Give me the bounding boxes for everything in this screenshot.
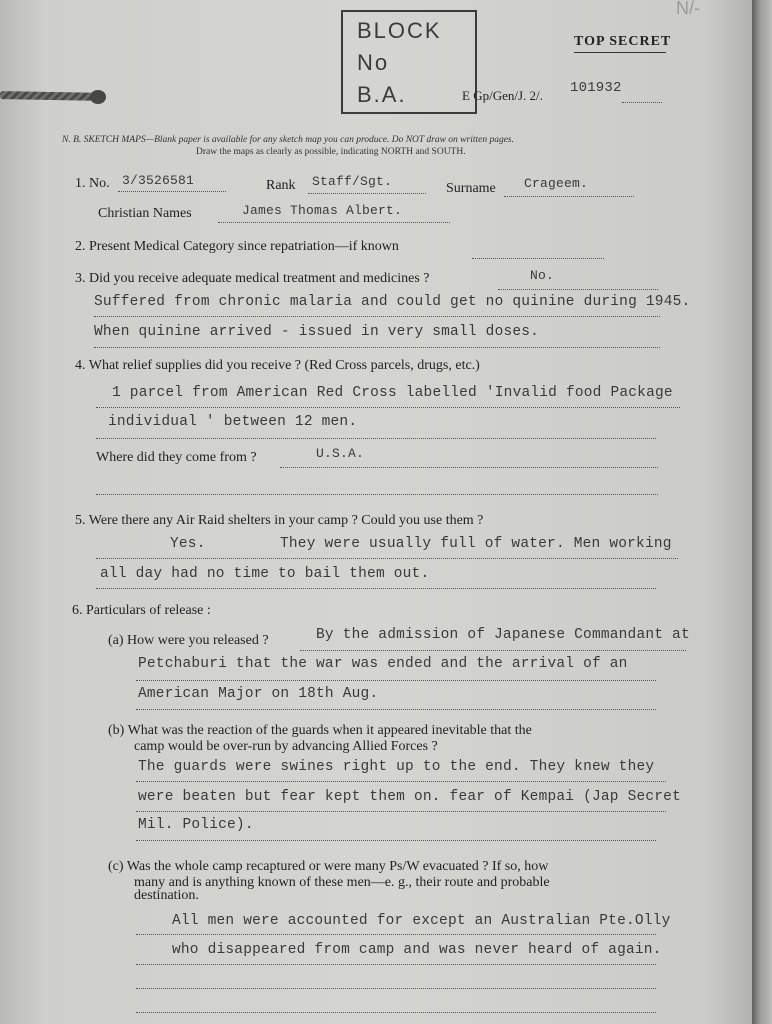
- block-stamp: [341, 10, 477, 114]
- q1-surname-label: Surname: [446, 181, 496, 196]
- q5-answer-line-2: all day had no time to bail them out.: [100, 566, 430, 582]
- q6b-answer-line-2: were beaten but fear kept them on. fear of Kempai (Jap Secret: [138, 789, 681, 805]
- q2-question: 2. Present Medical Category since repatriation—if known: [75, 239, 399, 254]
- q6-heading: 6. Particulars of release :: [72, 603, 211, 618]
- q4-where-label: Where did they come from ?: [96, 450, 257, 465]
- q3-answer-line-2: When quinine arrived - issued in very small doses.: [94, 324, 540, 340]
- stamp-line-1: BLOCK: [357, 18, 442, 43]
- binding-knot: [90, 90, 106, 104]
- reference-label: E Gp/Gen/J. 2/.: [462, 88, 543, 103]
- q6c-answer-line-1: All men were accounted for except an Australian Pte.Olly: [172, 913, 671, 929]
- top-secret-underline: [574, 52, 666, 53]
- q6b-question-line-1: (b) What was the reaction of the guards when it appeared inevitable that the: [108, 723, 532, 738]
- q1-christian-names-label: Christian Names: [98, 206, 192, 221]
- nb-sketch-maps-line-2: Draw the maps as clearly as possible, indicating NORTH and SOUTH.: [196, 147, 466, 157]
- stamp-line-2: No: [357, 50, 390, 75]
- q1-rank-value: Staff/Sgt.: [312, 174, 393, 189]
- q3-answer-line-1: Suffered from chronic malaria and could get no quinine during 1945.: [94, 294, 691, 310]
- stamp-line-3: B.A.: [357, 82, 407, 107]
- q6c-answer-line-2: who disappeared from camp and was never heard of again.: [172, 942, 662, 958]
- q4-answer-line-2: individual ' between 12 men.: [108, 414, 358, 430]
- q1-surname-value: Crageem.: [524, 176, 589, 191]
- q3-answer-inline: No.: [530, 268, 555, 283]
- q6b-answer-line-3: Mil. Police).: [138, 817, 254, 833]
- q6c-question-line-1: (c) Was the whole camp recaptured or were many Ps/W evacuated ? If so, how: [108, 859, 549, 874]
- q4-where-value: U.S.A.: [316, 446, 365, 461]
- corner-note: N/-: [676, 0, 700, 18]
- nb-sketch-maps-line-1: N. B. SKETCH MAPS—Blank paper is available for any sketch map you can produce. Do NOT draw on written pages.: [62, 135, 515, 145]
- reference-number: 101932: [570, 80, 622, 96]
- q1-rank-label: Rank: [266, 178, 296, 193]
- q6b-answer-line-1: The guards were swines right up to the end. They knew they: [138, 759, 655, 775]
- q1-christian-names-value: James Thomas Albert.: [242, 203, 403, 218]
- q5-question: 5. Were there any Air Raid shelters in your camp ? Could you use them ?: [75, 513, 484, 528]
- q1-no-value: 3/3526581: [122, 173, 195, 188]
- q4-answer-line-1: 1 parcel from American Red Cross labelled 'Invalid food Package: [112, 385, 673, 401]
- q6a-question: (a) How were you released ?: [108, 633, 269, 648]
- q6a-answer-line-3: American Major on 18th Aug.: [138, 686, 379, 702]
- top-secret-label: TOP SECRET: [574, 34, 672, 49]
- q3-question: 3. Did you receive adequate medical treatment and medicines ?: [75, 271, 430, 286]
- binding-string: [0, 91, 104, 101]
- q5-answer-yes: Yes.: [170, 536, 206, 552]
- q4-question: 4. What relief supplies did you receive ? (Red Cross parcels, drugs, etc.): [75, 358, 480, 373]
- page-edge-shadow: [752, 0, 772, 1024]
- q6a-answer-line-1: By the admission of Japanese Commandant at: [316, 627, 690, 643]
- q6a-answer-line-2: Petchaburi that the war was ended and the arrival of an: [138, 656, 628, 672]
- q1-no-label: 1. No.: [75, 176, 110, 191]
- q6c-question-line-2: many and is anything known of these men—e. g., their route and probable: [134, 875, 550, 890]
- q6c-question-line-3: destination.: [134, 888, 199, 903]
- q5-answer-line-1: They were usually full of water. Men working: [280, 536, 672, 552]
- q6b-question-line-2: camp would be over-run by advancing Allied Forces ?: [134, 739, 438, 754]
